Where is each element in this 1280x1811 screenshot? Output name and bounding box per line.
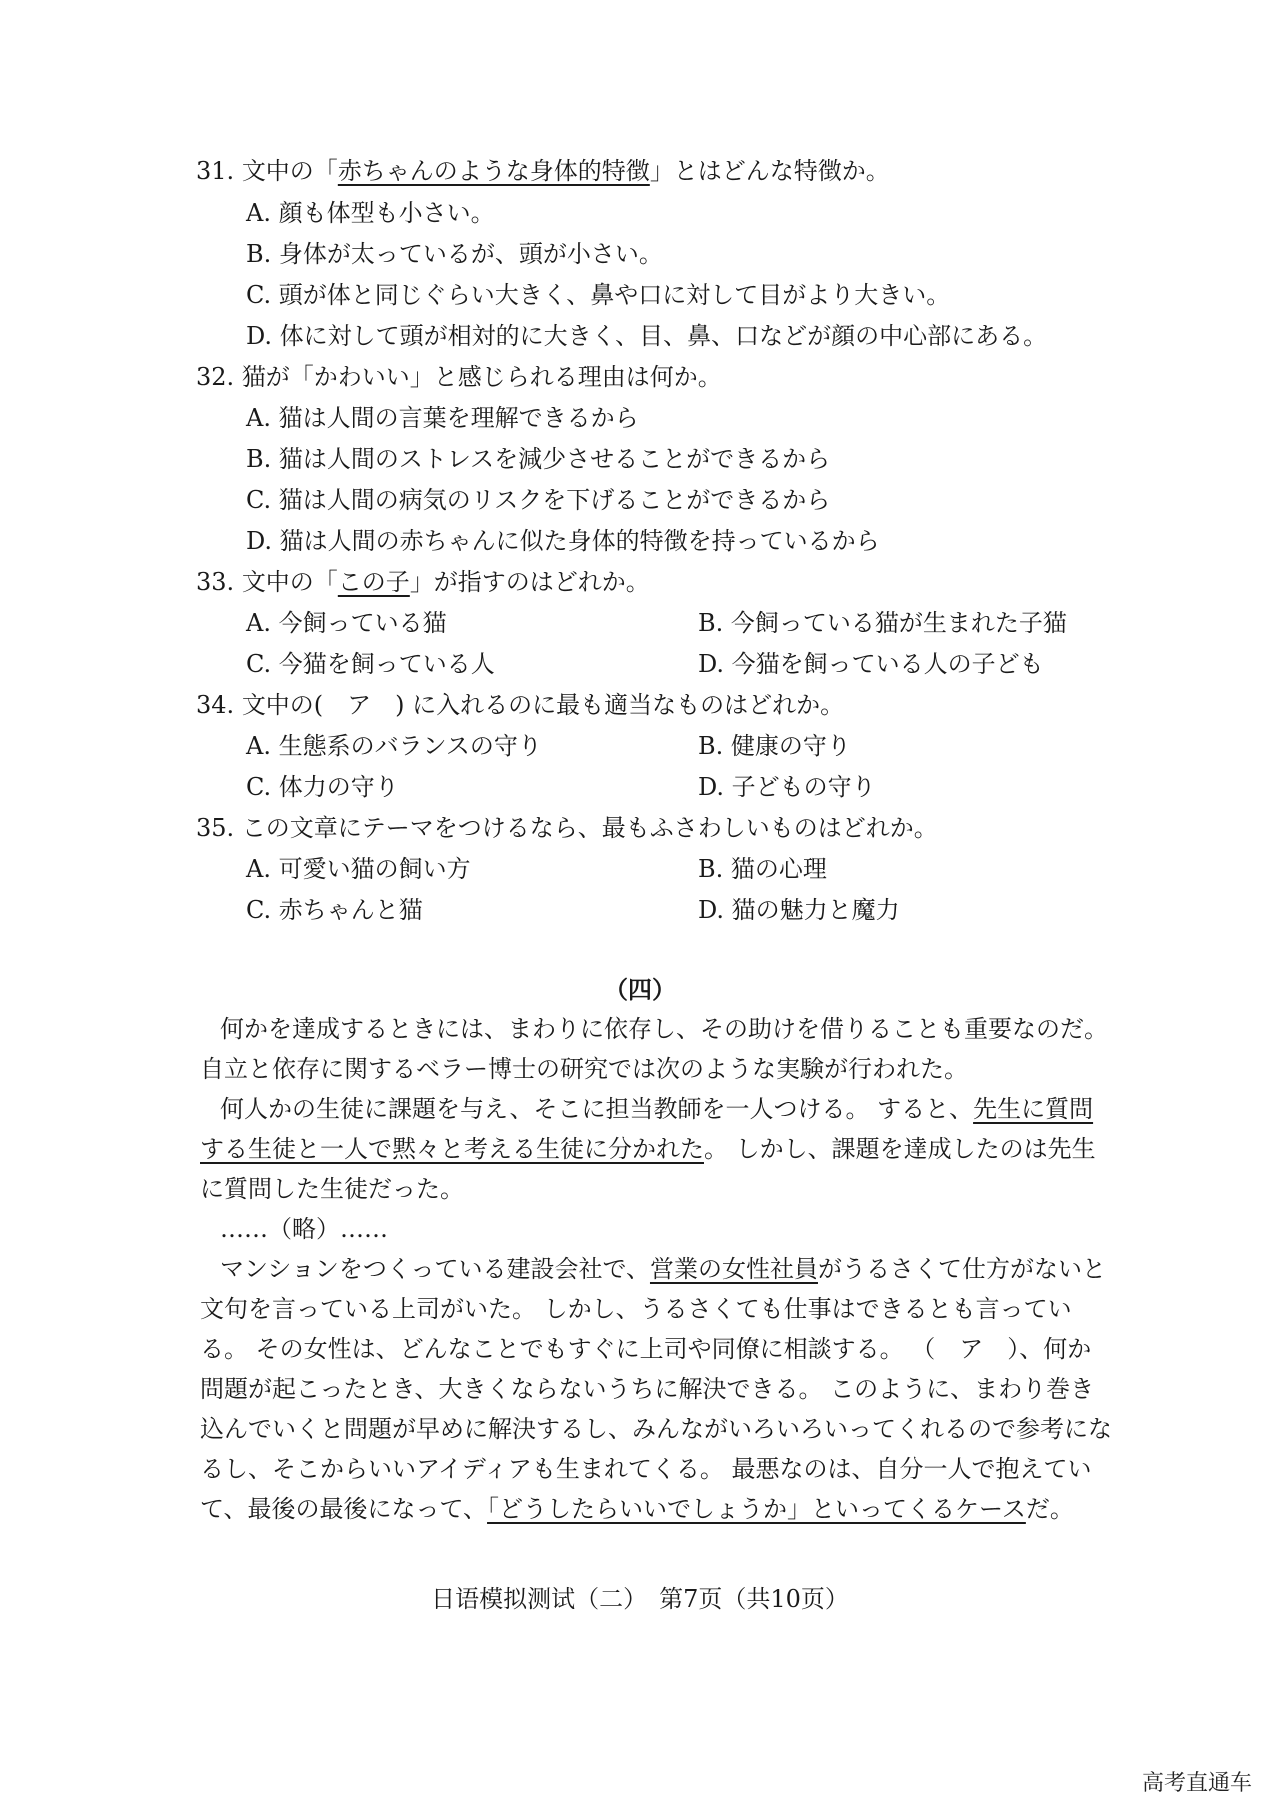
underlined-phrase: 営業の女性社員 xyxy=(649,1255,818,1283)
question-31 xyxy=(196,155,890,187)
question-number: 33. xyxy=(196,568,235,596)
underlined-phrase: 先生に質問 xyxy=(973,1095,1094,1123)
passage-text: がうるさくて仕方がないと xyxy=(817,1255,1106,1283)
question-text-post: 」とはどんな特徴か。 xyxy=(649,157,890,185)
passage-line xyxy=(220,1253,1120,1285)
passage-line: 文句を言っている上司がいた。 しかし、うるさくても仕事はできるとも言ってい xyxy=(200,1295,1072,1323)
passage-line xyxy=(200,1493,1100,1525)
passage-line: るし、そこからいいアイディアも生まれてくる。 最悪なのは、自分一人で抱えてい xyxy=(200,1455,1092,1483)
question-34 xyxy=(196,689,844,721)
option-34-b: B. 健康の守り xyxy=(698,732,851,760)
question-text-pre: 文中の「 xyxy=(241,157,338,185)
underlined-phrase: 「どうしたらいいでしょうか」といってくるケース xyxy=(487,1495,1026,1523)
passage-text: 。 しかし、課題を達成したのは先生 xyxy=(704,1135,1096,1163)
option-31-b: B. 身体が太っているが、頭が小さい。 xyxy=(246,240,663,268)
passage-text: だ。 xyxy=(1025,1495,1074,1523)
section-title: （四） xyxy=(604,975,676,1004)
passage-text: て、最後の最後になって、 xyxy=(200,1495,488,1523)
option-32-d: D. 猫は人間の赤ちゃんに似た身体的特徴を持っているから xyxy=(246,527,880,555)
question-text-post: 」が指すのはどれか。 xyxy=(409,568,650,596)
question-text: 文中の( ア ) に入れるのに最も適当なものはどれか。 xyxy=(241,691,845,719)
option-35-d: D. 猫の魅力と魔力 xyxy=(698,896,900,924)
passage-line: 何かを達成するときには、まわりに依存し、その助けを借りることも重要なのだ。 xyxy=(220,1015,1108,1043)
passage-text: 何人かの生徒に課題を与え、そこに担当教師を一人つける。 すると、 xyxy=(220,1095,974,1123)
option-35-c: C. 赤ちゃんと猫 xyxy=(246,896,423,924)
passage-line: 込んでいくと問題が早めに解決するし、みんながいろいろいってくれるので参考にな xyxy=(200,1415,1112,1443)
passage-text: マンションをつくっている建設会社で、 xyxy=(220,1255,650,1283)
option-33-b: B. 今飼っている猫が生まれた子猫 xyxy=(698,609,1067,637)
passage-line: 問題が起こったとき、大きくならないうちに解決できる。 このように、まわり巻き xyxy=(200,1375,1095,1403)
option-35-b: B. 猫の心理 xyxy=(698,855,827,883)
passage-line xyxy=(220,1093,1120,1125)
question-number: 34. xyxy=(196,691,235,719)
question-text: この文章にテーマをつけるなら、最もふさわしいものはどれか。 xyxy=(241,814,938,842)
passage-line: 自立と依存に関するベラー博士の研究では次のような実験が行われた。 xyxy=(200,1055,968,1083)
question-text: 猫が「かわいい」と感じられる理由は何か。 xyxy=(241,363,722,391)
option-34-c: C. 体力の守り xyxy=(246,773,399,801)
omission-mark: ……（略）…… xyxy=(220,1215,388,1243)
option-33-d: D. 今猫を飼っている人の子ども xyxy=(698,650,1044,678)
passage-line: に質問した生徒だった。 xyxy=(200,1175,464,1203)
question-32 xyxy=(196,361,722,393)
option-32-b: B. 猫は人間のストレスを減少させることができるから xyxy=(246,445,831,473)
option-34-a: A. 生態系のバランスの守り xyxy=(246,732,542,760)
underlined-phrase: この子 xyxy=(337,568,410,596)
question-number: 32. xyxy=(196,363,235,391)
question-35 xyxy=(196,812,938,844)
page-footer: 日语模拟测试（二） 第7页（共10页） xyxy=(431,1585,849,1613)
option-32-c: C. 猫は人間の病気のリスクを下げることができるから xyxy=(246,486,831,514)
underlined-phrase: する生徒と一人で黙々と考える生徒に分かれた xyxy=(200,1135,704,1163)
option-31-d: D. 体に対して頭が相対的に大きく、目、鼻、口などが顔の中心部にある。 xyxy=(246,322,1048,350)
brand-label: 高考直通车 xyxy=(1141,1771,1252,1796)
question-33 xyxy=(196,566,650,598)
option-33-a: A. 今飼っている猫 xyxy=(246,609,447,637)
option-33-c: C. 今猫を飼っている人 xyxy=(246,650,495,678)
option-32-a: A. 猫は人間の言葉を理解できるから xyxy=(246,404,639,432)
option-31-a: A. 顔も体型も小さい。 xyxy=(246,199,495,227)
option-31-c: C. 頭が体と同じぐらい大きく、鼻や口に対して目がより大きい。 xyxy=(246,281,951,309)
question-number: 35. xyxy=(196,814,235,842)
underlined-phrase: 赤ちゃんのような身体的特徴 xyxy=(337,157,650,185)
option-35-a: A. 可愛い猫の飼い方 xyxy=(246,855,471,883)
passage-line xyxy=(200,1133,1100,1165)
question-text-pre: 文中の「 xyxy=(241,568,338,596)
passage-line: る。 その女性は、どんなことでもすぐに上司や同僚に相談する。 （ ア ）、何か xyxy=(200,1335,1092,1363)
option-34-d: D. 子どもの守り xyxy=(698,773,876,801)
question-number: 31. xyxy=(196,157,235,185)
